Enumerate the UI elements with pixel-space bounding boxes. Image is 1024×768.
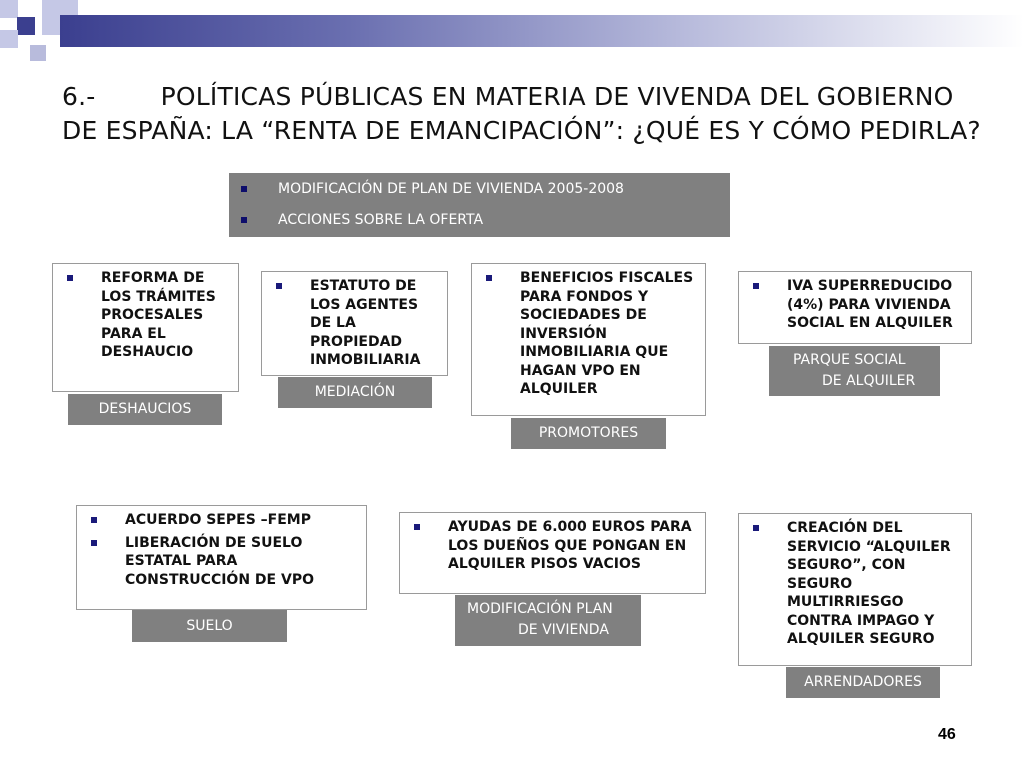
title-gradient-bar [60,15,1024,47]
label-text: ARRENDADORES [804,674,922,690]
category-label-suelo [132,610,287,642]
label-text: DESHAUCIOS [98,401,192,417]
deco-square-7 [30,45,46,61]
plan-summary-box [229,173,730,237]
measure-item: IVA SUPERREDUCIDO (4%) PARA VIVIENDA SOCIAL EN ALQUILER [739,277,971,333]
measure-item: AYUDAS DE 6.000 EUROS PARA LOS DUEÑOS QUE PONGAN EN ALQUILER PISOS VACIOS [400,518,705,574]
page-number: 46 [938,726,956,743]
measure-box-plan-vivienda [399,512,706,594]
measure-item: CREACIÓN DEL SERVICIO “ALQUILER SEGURO”, CON SEGURO MULTIRRIESGO CONTRA IMPAGO Y ALQUILER SEGURO [739,519,971,649]
category-label-deshaucios [68,394,222,425]
deco-square-8 [60,0,78,15]
summary-item: ACCIONES SOBRE LA OFERTA [229,212,730,228]
category-label-parque-social [769,346,940,396]
measure-item: ESTATUTO DE LOS AGENTES DE LA PROPIEDAD INMOBILIARIA [262,277,447,370]
measure-item: LIBERACIÓN DE SUELO ESTATAL PARA CONSTRUCCIÓN DE VPO [77,534,366,590]
label-text: MEDIACIÓN [314,384,396,400]
measure-item: REFORMA DE LOS TRÁMITES PROCESALES PARA EL DESHAUCIO [53,269,238,362]
deco-square-2 [18,0,34,16]
category-label-arrendadores [786,667,940,698]
category-label-plan-vivienda [455,595,641,646]
measure-box-deshaucios [52,263,239,392]
measure-box-mediacion [261,271,448,376]
deco-square-3 [42,0,60,18]
deco-square-6 [0,30,18,48]
measure-item: BENEFICIOS FISCALES PARA FONDOS Y SOCIEDADES DE INVERSIÓN INMOBILIARIA QUE HAGAN VPO EN ALQUILER [472,269,705,399]
label-text: DE VIVIENDA [518,622,609,638]
deco-square-1 [0,0,18,18]
category-label-promotores [511,418,666,449]
label-text: PROMOTORES [538,425,639,441]
label-text: SUELO [186,618,233,634]
category-label-mediacion [278,377,432,408]
measure-item: ACUERDO SEPES –FEMP [77,511,366,530]
measure-box-suelo [76,505,367,610]
page-title: 6.- POLÍTICAS PÚBLICAS EN MATERIA DE VIVENDA DEL GOBIERNO DE ESPAÑA: LA “RENTA DE EMANCIPACIÓN”: ¿QUÉ ES Y CÓMO PEDIRLA? [62,82,981,145]
deco-square-5 [42,17,60,35]
measure-box-arrendadores [738,513,972,666]
label-text: MODIFICACIÓN PLAN [467,601,613,617]
label-text: PARQUE SOCIAL [793,352,906,368]
deco-square-4 [17,17,35,35]
summary-item: MODIFICACIÓN DE PLAN DE VIVIENDA 2005-2008 [229,181,730,197]
measure-box-parque-social [738,271,972,344]
label-text: DE ALQUILER [822,373,916,389]
measure-box-promotores [471,263,706,416]
